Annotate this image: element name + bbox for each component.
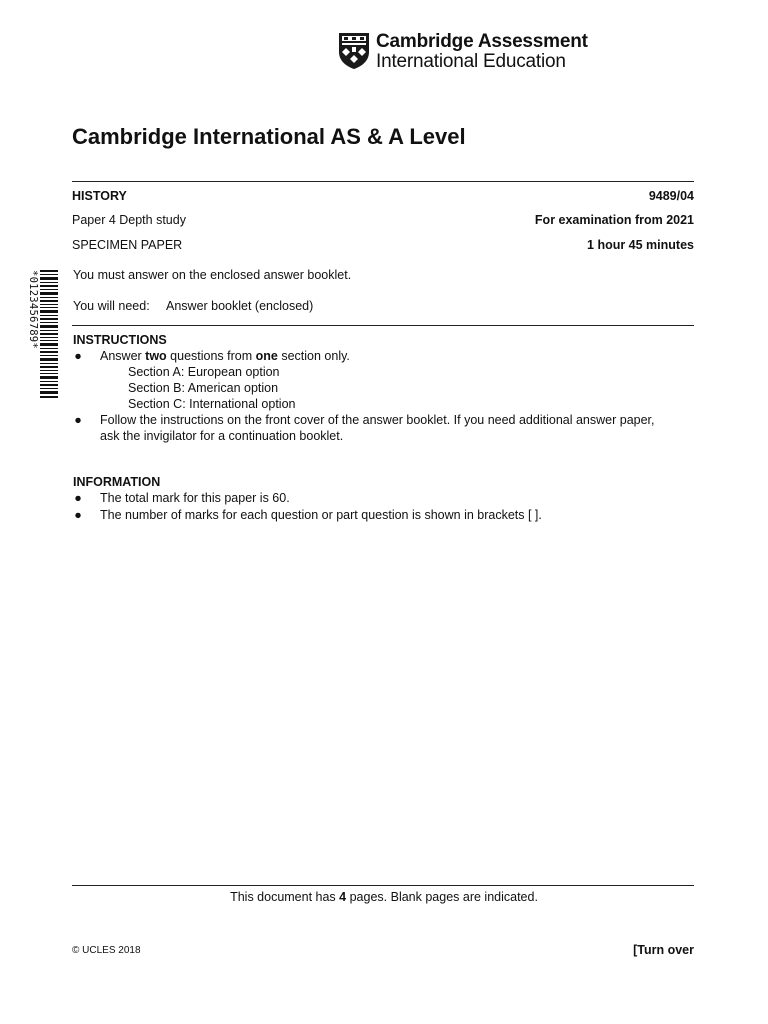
- bullet: ●: [74, 491, 82, 505]
- section-c: Section C: International option: [128, 397, 296, 411]
- barcode-number: [27, 270, 39, 398]
- information-heading: INFORMATION: [73, 475, 161, 489]
- information-1: The total mark for this paper is 60.: [100, 491, 290, 505]
- cambridge-crest-icon: [338, 32, 370, 70]
- page-title: Cambridge International AS & A Level: [72, 124, 466, 149]
- exam-from: For examination from 2021: [534, 213, 694, 227]
- duration: 1 hour 45 minutes: [587, 238, 694, 252]
- need-label: You will need:: [73, 299, 150, 313]
- section-b: Section B: American option: [128, 381, 279, 395]
- barcode-text: *0123456789*: [27, 270, 39, 349]
- logo: [338, 30, 588, 72]
- bullet: ●: [74, 349, 82, 363]
- bullet: ●: [74, 413, 82, 427]
- answer-instruction: You must answer on the enclosed answer booklet.: [73, 268, 352, 282]
- copyright: © UCLES 2018: [72, 945, 141, 956]
- logo-line-2: International Education: [376, 51, 566, 72]
- instruction-2-line-2: ask the invigilator for a continuation booklet.: [100, 429, 344, 443]
- page-count-note: This document has 4 pages. Blank pages are indicated.: [230, 890, 538, 904]
- instructions-heading: INSTRUCTIONS: [73, 333, 167, 347]
- turn-over: [Turn over: [633, 943, 694, 957]
- divider: [72, 181, 694, 182]
- divider: [72, 885, 694, 886]
- divider: [72, 325, 694, 326]
- barcode-icon: [40, 270, 58, 398]
- specimen-label: SPECIMEN PAPER: [72, 238, 183, 252]
- bullet: ●: [74, 508, 82, 522]
- subject: HISTORY: [72, 189, 127, 203]
- paper-title: Paper 4 Depth study: [72, 213, 186, 227]
- logo-line-1: Cambridge Assessment: [376, 31, 588, 52]
- paper-code: 9489/04: [648, 189, 694, 203]
- instruction-2-line-1: Follow the instructions on the front cover of the answer booklet. If you need additional answer paper,: [100, 413, 655, 427]
- instruction-1: Answer two questions from one section only.: [100, 349, 350, 363]
- need-value: Answer booklet (enclosed): [166, 299, 314, 313]
- information-2: The number of marks for each question or part question is shown in brackets [ ].: [100, 508, 542, 522]
- section-a: Section A: European option: [128, 365, 280, 379]
